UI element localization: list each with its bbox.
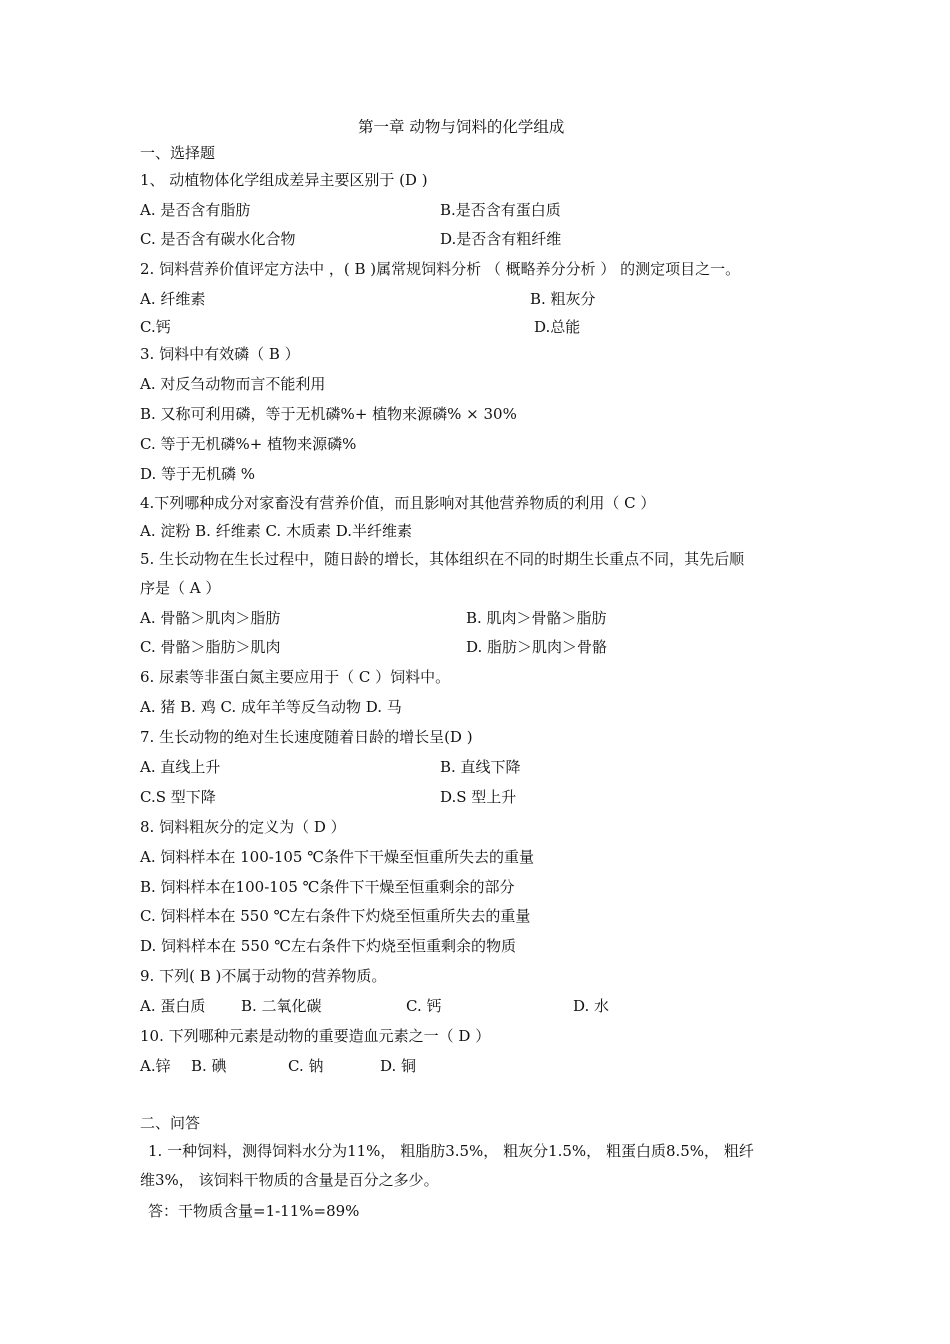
question-10-stem: 10. 下列哪种元素是动物的重要造血元素之一（ D ） <box>140 1027 491 1045</box>
question-1-stem: 1、 动植物体化学组成差异主要区别于 (D ) <box>140 171 428 189</box>
question-3-stem: 3. 饲料中有效磷（ B ） <box>140 345 300 363</box>
question-5-option-b: B. 肌肉＞骨骼＞脂肪 <box>466 609 607 627</box>
question-2-stem: 2. 饲料营养价值评定方法中 ，( B )属常规饲料分析 （ 概略养分分析 ） 的测定项目之一。 <box>140 260 741 278</box>
question-3-option-c: C. 等于无机磷%+ 植物来源磷% <box>140 435 357 453</box>
question-7-option-b: B. 直线下降 <box>440 758 521 776</box>
question-4-options: A. 淀粉 B. 纤维素 C. 木质素 D.半纤维素 <box>140 522 412 540</box>
question-7-stem: 7. 生长动物的绝对生长速度随着日龄的增长呈(D ) <box>140 728 473 746</box>
question-10-option-c: C. 钠 <box>288 1057 324 1075</box>
question-6-options: A. 猪 B. 鸡 C. 成年羊等反刍动物 D. 马 <box>140 698 402 716</box>
question-4-stem: 4.下列哪种成分对家畜没有营养价值，而且影响对其他营养物质的利用（ C ） <box>140 494 656 512</box>
question-2-option-d: D.总能 <box>534 318 581 336</box>
question-7-option-c: C.S 型下降 <box>140 788 216 806</box>
question-9-option-c: C. 钙 <box>406 997 442 1015</box>
question-5-option-d: D. 脂肪＞肌肉＞骨骼 <box>466 638 608 656</box>
question-9-stem: 9. 下列( B )不属于动物的营养物质。 <box>140 967 387 985</box>
question-3-option-d: D. 等于无机磷 % <box>140 465 256 483</box>
section-heading-qa: 二、问答 <box>140 1114 201 1132</box>
qa-question-1-line-2: 维3%， 该饲料干物质的含量是百分之多少。 <box>140 1171 439 1189</box>
question-8-option-c: C. 饲料样本在 550 ℃左右条件下灼烧至恒重所失去的重量 <box>140 907 531 925</box>
question-5-stem-line-2: 序是（ A ） <box>140 579 221 597</box>
chapter-title: 第一章 动物与饲料的化学组成 <box>358 118 565 136</box>
question-8-option-d: D. 饲料样本在 550 ℃左右条件下灼烧至恒重剩余的物质 <box>140 937 516 955</box>
question-8-option-b: B. 饲料样本在100-105 ℃条件下干燥至恒重剩余的部分 <box>140 878 515 896</box>
question-6-stem: 6. 尿素等非蛋白氮主要应用于（ C ）饲料中。 <box>140 668 451 686</box>
question-9-option-a: A. 蛋白质 <box>140 997 206 1015</box>
question-2-option-a: A. 纤维素 <box>140 290 206 308</box>
question-1-option-b: B.是否含有蛋白质 <box>440 201 561 219</box>
qa-answer-1: 答：干物质含量=1-11%=89% <box>148 1202 360 1220</box>
question-5-option-a: A. 骨骼＞肌肉＞脂肪 <box>140 609 281 627</box>
question-10-option-a: A.锌 <box>140 1057 171 1075</box>
question-8-stem: 8. 饲料粗灰分的定义为（ D ） <box>140 818 346 836</box>
qa-question-1-line-1: 1. 一种饲料，测得饲料水分为11%， 粗脂肪3.5%， 粗灰分1.5%， 粗蛋白质8.5%， 粗纤 <box>148 1142 754 1160</box>
question-8-option-a: A. 饲料样本在 100-105 ℃条件下干燥至恒重所失去的重量 <box>140 848 535 866</box>
question-1-option-d: D.是否含有粗纤维 <box>440 230 562 248</box>
question-9-option-d: D. 水 <box>573 997 610 1015</box>
question-9-option-b: B. 二氧化碳 <box>241 997 322 1015</box>
question-1-option-a: A. 是否含有脂肪 <box>140 201 251 219</box>
section-heading-choice: 一、选择题 <box>140 144 216 162</box>
question-3-option-a: A. 对反刍动物而言不能利用 <box>140 375 326 393</box>
question-10-option-d: D. 铜 <box>380 1057 417 1075</box>
question-1-option-c: C. 是否含有碳水化合物 <box>140 230 296 248</box>
question-2-option-b: B. 粗灰分 <box>530 290 596 308</box>
question-7-option-a: A. 直线上升 <box>140 758 221 776</box>
question-5-option-c: C. 骨骼＞脂肪＞肌肉 <box>140 638 281 656</box>
question-2-option-c: C.钙 <box>140 318 171 336</box>
question-3-option-b: B. 又称可利用磷，等于无机磷%+ 植物来源磷% × 30% <box>140 405 517 423</box>
question-7-option-d: D.S 型上升 <box>440 788 517 806</box>
question-10-option-b: B. 碘 <box>191 1057 227 1075</box>
question-5-stem-line-1: 5. 生长动物在生长过程中，随日龄的增长，其体组织在不同的时期生长重点不同，其先后顺 <box>140 550 745 568</box>
